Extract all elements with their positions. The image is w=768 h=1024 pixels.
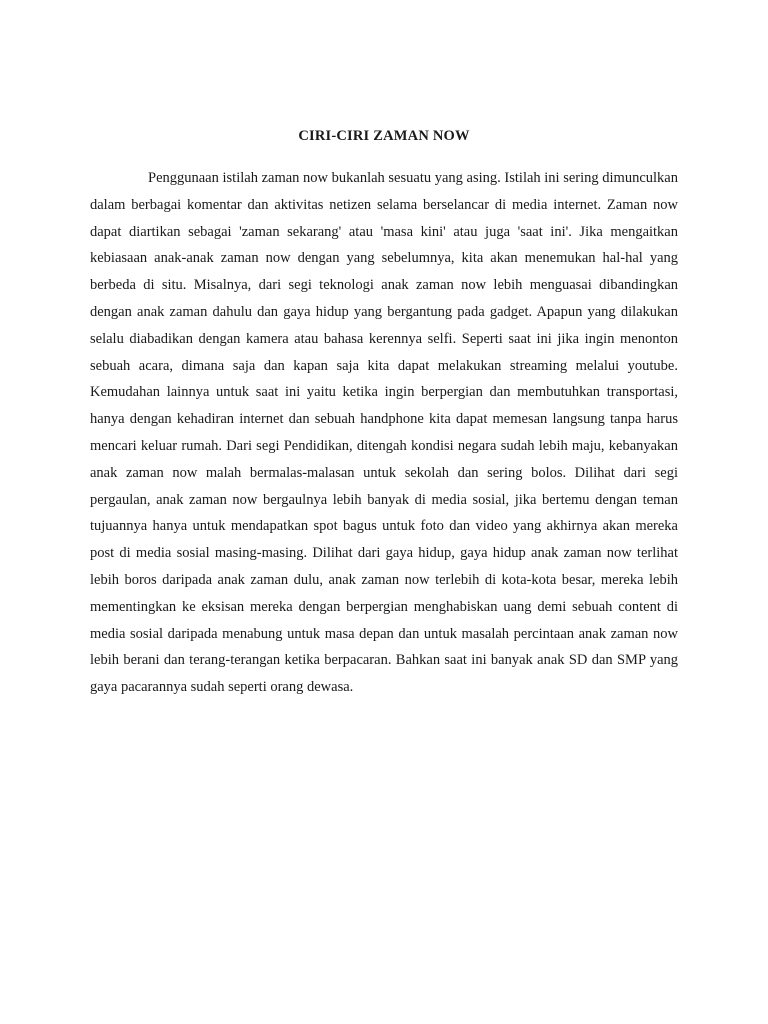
- document-title: CIRI-CIRI ZAMAN NOW: [298, 128, 470, 144]
- document-paragraph: Penggunaan istilah zaman now bukanlah sesuatu yang asing. Istilah ini sering dimunculkan dalam berbagai komentar dan aktivitas netizen selama berselancar di media internet. Zaman now dapat diartikan sebagai 'zaman sekarang' atau 'masa kini' atau juga 'saat ini'. Jika mengaitkan kebiasaan anak-anak zaman now dengan yang sebelumnya, kita akan menemukan hal-hal yang berbeda di situ. Misalnya, dari segi teknologi anak zaman now lebih menguasai dibandingkan dengan anak zaman dahulu dan gaya hidup yang bergantung pada gadget. Apapun yang dilakukan selalu diabadikan dengan kamera atau bahasa kerennya selfi. Seperti saat ini jika ingin menonton sebuah acara, dimana saja dan kapan saja kita dapat melakukan streaming melalui youtube. Kemudahan lainnya untuk saat ini yaitu ketika ingin berpergian dan membutuhkan transportasi, hanya dengan kehadiran internet dan sebuah handphone kita dapat memesan langsung tanpa harus mencari keluar rumah. Dari segi Pendidikan, ditengah kondisi negara sudah lebih maju, kebanyakan anak zaman now malah bermalas-malasan untuk sekolah dan sering bolos. Dilihat dari segi pergaulan, anak zaman now bergaulnya lebih banyak di media sosial, jika bertemu dengan teman tujuannya hanya untuk mendapatkan spot bagus untuk foto dan video yang akhirnya akan mereka post di media sosial masing-masing. Dilihat dari gaya hidup, gaya hidup anak zaman now terlihat lebih boros daripada anak zaman dulu, anak zaman now terlebih di kota-kota besar, mereka lebih mementingkan ke eksisan mereka dengan berpergian menghabiskan uang demi sebuah content di media sosial daripada menabung untuk masa depan dan untuk masalah percintaan anak zaman now lebih berani dan terang-terangan ketika berpacaran. Bahkan saat ini banyak anak SD dan SMP yang gaya pacarannya sudah seperti orang dewasa.: [90, 170, 678, 696]
